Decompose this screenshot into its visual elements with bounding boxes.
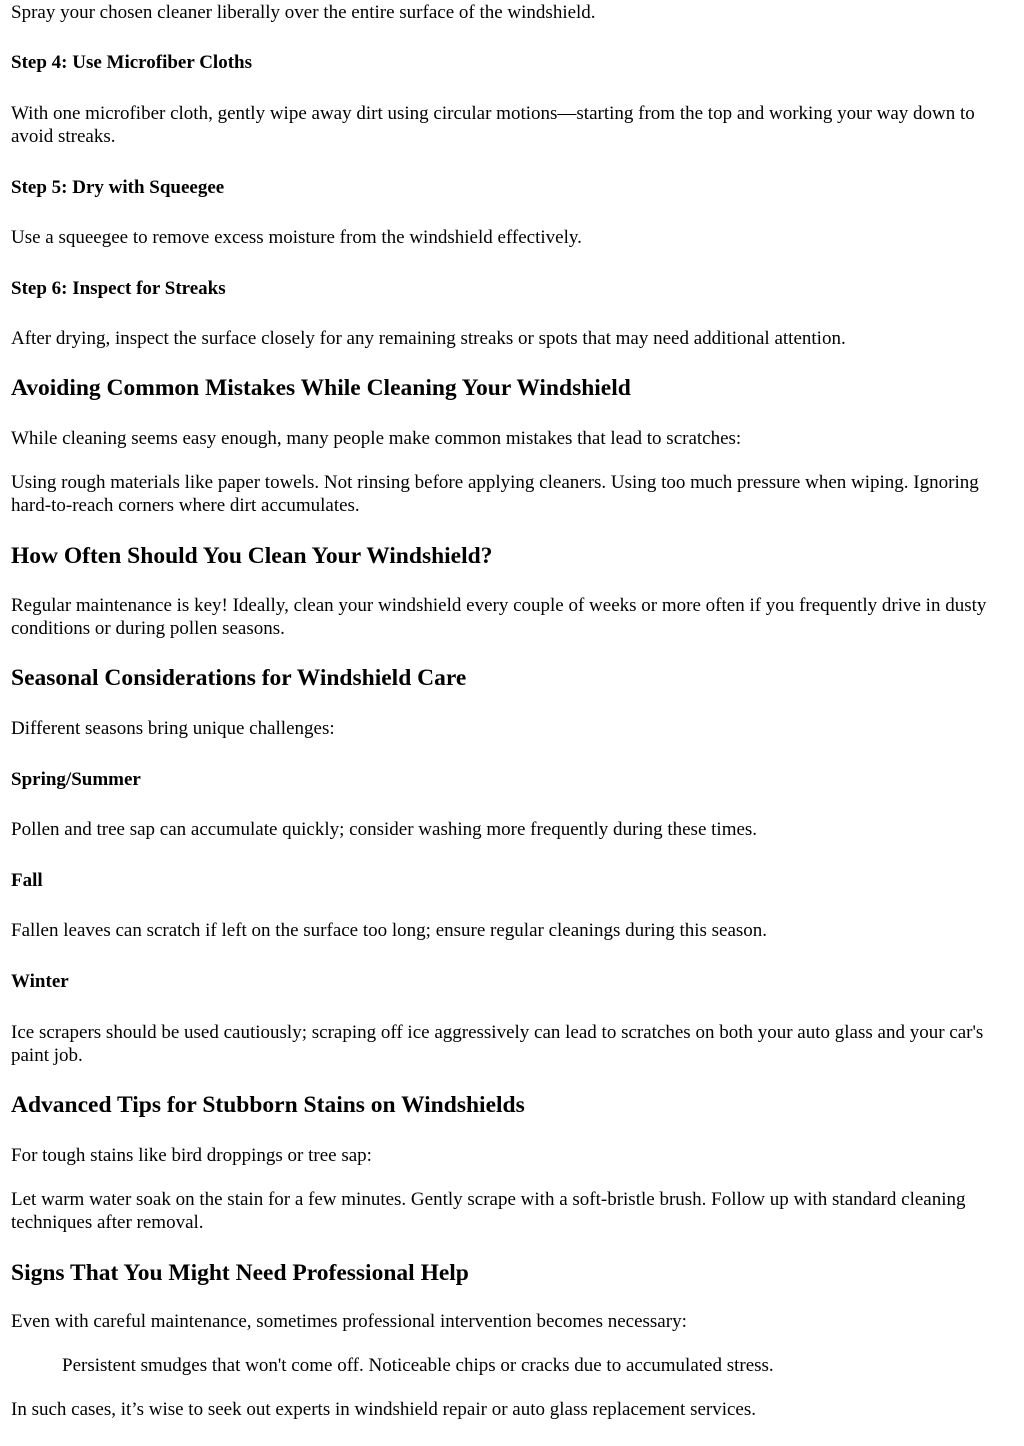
step5-heading: Step 5: Dry with Squeegee xyxy=(11,177,225,198)
often-paragraph: Regular maintenance is key! Ideally, clean your windshield every couple of weeks or more often if you frequently drive in dusty conditions or during pollen seasons. xyxy=(11,595,987,639)
winter-paragraph: Ice scrapers should be used cautiously; scraping off ice aggressively can lead to scratches on both your auto glass and your car's paint job. xyxy=(11,1022,984,1066)
spring-summer-heading: Spring/Summer xyxy=(11,769,141,790)
seasonal-intro: Different seasons bring unique challenges: xyxy=(11,718,335,739)
fall-heading: Fall xyxy=(11,870,43,891)
step5-paragraph: Use a squeegee to remove excess moisture from the windshield effectively. xyxy=(11,227,582,248)
advanced-intro: For tough stains like bird droppings or tree sap: xyxy=(11,1145,372,1166)
signs-heading: Signs That You Might Need Professional Help xyxy=(11,1260,469,1286)
mistakes-list: Using rough materials like paper towels. Not rinsing before applying cleaners. Using too much pressure when wiping. Ignoring hard-to-reach corners where dirt accumulates. xyxy=(11,472,979,516)
advanced-list: Let warm water soak on the stain for a few minutes. Gently scrape with a soft-bristle brush. Follow up with standard cleaning techniques after removal. xyxy=(11,1189,966,1233)
spring-summer-paragraph: Pollen and tree sap can accumulate quickly; consider washing more frequently during these times. xyxy=(11,819,758,840)
fall-paragraph: Fallen leaves can scratch if left on the surface too long; ensure regular cleanings during this season. xyxy=(11,920,768,941)
often-heading: How Often Should You Clean Your Windshield? xyxy=(11,543,493,569)
advanced-heading: Advanced Tips for Stubborn Stains on Windshields xyxy=(11,1092,525,1118)
spray-paragraph: Spray your chosen cleaner liberally over the entire surface of the windshield. xyxy=(11,2,596,23)
signs-intro: Even with careful maintenance, sometimes professional intervention becomes necessary: xyxy=(11,1311,687,1332)
seasonal-heading: Seasonal Considerations for Windshield Care xyxy=(11,665,467,691)
mistakes-intro: While cleaning seems easy enough, many people make common mistakes that lead to scratches: xyxy=(11,428,742,449)
step6-paragraph: After drying, inspect the surface closely for any remaining streaks or spots that may need additional attention. xyxy=(11,328,846,349)
mistakes-heading: Avoiding Common Mistakes While Cleaning Your Windshield xyxy=(11,375,631,401)
winter-heading: Winter xyxy=(11,971,69,992)
signs-outro: In such cases, it’s wise to seek out experts in windshield repair or auto glass replacement services. xyxy=(11,1399,757,1420)
signs-list: Persistent smudges that won't come off. Noticeable chips or cracks due to accumulated stress. xyxy=(62,1355,774,1376)
step6-heading: Step 6: Inspect for Streaks xyxy=(11,278,226,299)
step4-heading: Step 4: Use Microfiber Cloths xyxy=(11,52,252,73)
step4-paragraph: With one microfiber cloth, gently wipe away dirt using circular motions—starting from the top and working your way down to avoid streaks. xyxy=(11,103,975,147)
